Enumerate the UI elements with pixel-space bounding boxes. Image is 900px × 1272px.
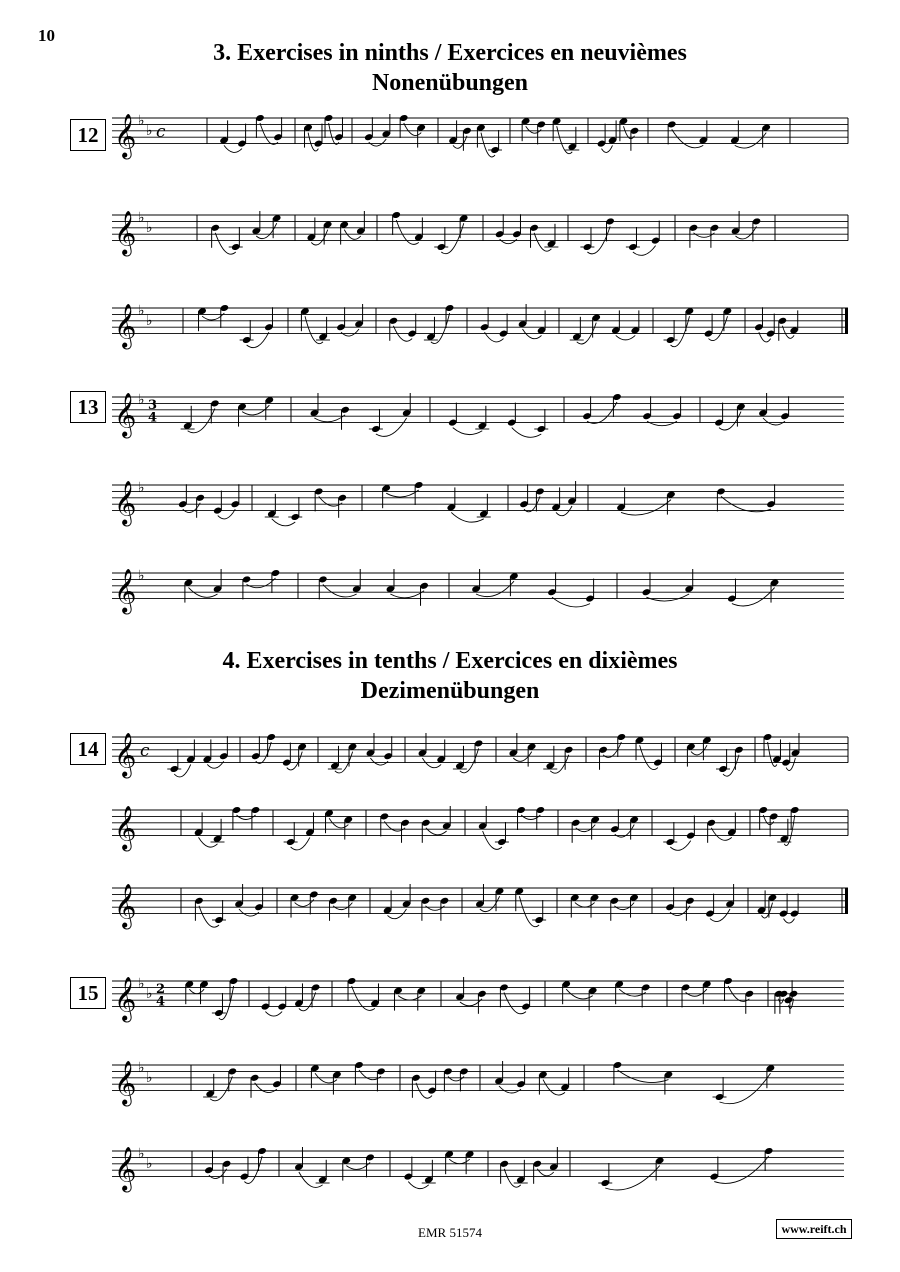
- flat-icon: ♭: [146, 1069, 153, 1086]
- flat-icon: ♭: [146, 985, 153, 1002]
- staff-system-6: [0, 561, 900, 621]
- footer-code: EMR 51574: [418, 1225, 482, 1240]
- treble-clef-icon: 𝄞: [114, 210, 137, 255]
- flat-icon: ♭: [138, 1146, 145, 1163]
- flat-icon: ♭: [146, 1155, 153, 1172]
- slur: [476, 581, 514, 596]
- slur: [672, 129, 704, 147]
- slur: [647, 421, 677, 426]
- slur: [256, 742, 272, 763]
- slur: [723, 755, 739, 776]
- staff-system-7: [0, 725, 900, 785]
- slur: [640, 745, 658, 769]
- slur: [784, 919, 795, 924]
- slur: [239, 909, 259, 916]
- staff-system-10: [0, 969, 900, 1029]
- slur: [621, 500, 671, 515]
- slur: [369, 139, 387, 146]
- section-title-ninths-line2: Nonenübungen: [371, 70, 529, 96]
- time-signature: c: [156, 121, 166, 142]
- section-title-ninths-line1: 3. Exercises in ninths / Exercices en neuvièmes: [213, 40, 687, 66]
- treble-clef-icon: 𝄞: [114, 480, 137, 525]
- slur: [602, 145, 613, 152]
- slur: [305, 316, 323, 343]
- staff-system-8: [0, 798, 900, 858]
- slur: [710, 909, 730, 922]
- slur: [224, 145, 242, 152]
- flat-icon: ♭: [138, 480, 145, 497]
- treble-clef-icon: 𝄞: [114, 303, 137, 348]
- section-title-tenths: [0, 646, 900, 706]
- slur: [587, 402, 617, 423]
- treble-clef-icon: 𝄞: [114, 392, 137, 437]
- slur: [500, 239, 517, 244]
- staff-system-4: [0, 385, 900, 445]
- treble-clef-icon: 𝄞: [114, 976, 137, 1021]
- slur: [265, 1012, 282, 1017]
- flat-icon: ♭: [138, 210, 145, 227]
- slur: [449, 1159, 470, 1164]
- footer-url: www.reift.ch: [776, 1219, 852, 1239]
- slur: [426, 906, 445, 911]
- slur: [215, 233, 236, 254]
- slur: [341, 329, 359, 336]
- slur: [431, 313, 450, 344]
- staff-system-12: [0, 1139, 900, 1199]
- slur: [504, 992, 526, 1013]
- time-signature-top: 3: [148, 397, 158, 413]
- slur: [614, 903, 634, 910]
- slur: [576, 825, 596, 832]
- slur: [272, 519, 296, 526]
- time-signature-bottom: 4: [148, 410, 158, 426]
- treble-clef-icon: 𝄞: [114, 113, 137, 158]
- slur: [376, 418, 407, 436]
- final-bar-thick: [845, 888, 848, 914]
- slur: [323, 584, 357, 597]
- slur: [618, 1070, 669, 1083]
- slur: [260, 123, 278, 144]
- exercise-number-14: 14: [70, 733, 106, 765]
- time-signature-bottom: 4: [156, 994, 166, 1010]
- slur: [575, 903, 595, 908]
- slur: [333, 903, 352, 910]
- slur: [244, 1156, 262, 1183]
- flat-icon: ♭: [138, 1060, 145, 1077]
- staff-system-5: [0, 473, 900, 533]
- slur: [329, 123, 339, 144]
- time-signature-top: 2: [156, 981, 166, 997]
- slur: [291, 837, 310, 850]
- slur: [616, 335, 636, 340]
- exercise-number-12: 12: [70, 119, 106, 151]
- treble-clef-icon: 𝄞: [114, 1060, 137, 1105]
- flat-icon: ♭: [138, 976, 145, 993]
- slur: [732, 588, 775, 606]
- flat-icon: ♭: [146, 122, 153, 139]
- slur: [499, 1086, 521, 1093]
- treble-clef-icon: 𝄞: [114, 805, 137, 850]
- slur: [605, 1166, 660, 1190]
- slur: [448, 1076, 464, 1081]
- slur: [763, 418, 785, 425]
- treble-clef-icon: 𝄞: [114, 732, 137, 777]
- treble-clef-icon: 𝄞: [114, 883, 137, 928]
- slur: [714, 1156, 769, 1183]
- final-bar-thick: [845, 308, 848, 334]
- slur: [646, 594, 689, 601]
- treble-clef-icon: 𝄞: [114, 568, 137, 613]
- slur: [481, 133, 495, 157]
- flat-icon: ♭: [138, 303, 145, 320]
- slur: [526, 126, 542, 133]
- slur: [370, 758, 388, 765]
- staff-system-1: [0, 106, 900, 166]
- slur: [199, 906, 219, 927]
- slur: [735, 133, 767, 148]
- flat-icon: ♭: [138, 392, 145, 409]
- slur: [779, 999, 784, 1004]
- flat-icon: ♭: [138, 568, 145, 585]
- flat-icon: ♭: [146, 219, 153, 236]
- staff-system-9: [0, 876, 900, 936]
- section-title-tenths-line2: Dezimenübungen: [360, 678, 540, 704]
- staff-system-3: [0, 296, 900, 356]
- page-number: 10: [38, 26, 55, 45]
- staff-system-11: [0, 1053, 900, 1113]
- slur: [189, 989, 204, 994]
- exercise-number-15: 15: [70, 977, 106, 1009]
- flat-icon: ♭: [146, 312, 153, 329]
- slur: [237, 815, 256, 820]
- slur: [483, 831, 502, 849]
- slur: [521, 815, 540, 820]
- exercise-number-13: 13: [70, 391, 106, 423]
- slur: [709, 316, 728, 340]
- treble-clef-icon: 𝄞: [114, 1146, 137, 1191]
- section-title-tenths-line1: 4. Exercises in tenths / Exercices en dixièmes: [222, 648, 678, 674]
- section-title-ninths: [0, 38, 900, 98]
- time-signature: c: [140, 740, 150, 761]
- flat-icon: ♭: [138, 113, 145, 130]
- staff-system-2: [0, 203, 900, 263]
